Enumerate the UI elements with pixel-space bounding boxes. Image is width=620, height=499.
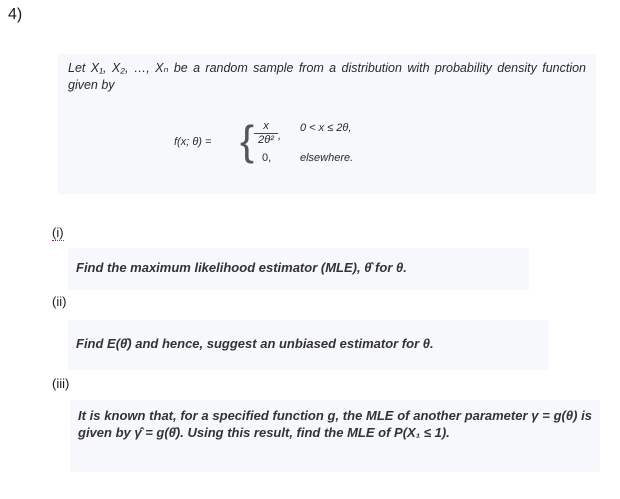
part-iii-text: It is known that, for a specified function g, the MLE of another parameter γ = g(θ) is given by γ̂ = g(θ̂). Using this result, find the MLE of P(X₁ ≤ 1). <box>78 408 592 440</box>
problem-statement-panel <box>58 54 596 194</box>
part-label-ii: (ii) <box>52 294 67 309</box>
part-i-text: Find the maximum likelihood estimator (MLE), θ̂ for θ. <box>76 260 407 275</box>
part-i-panel <box>68 248 529 290</box>
case1-fraction <box>254 120 278 147</box>
case1-suffix: , <box>278 130 282 142</box>
part-ii-text: Find E(θ̂) and hence, suggest an unbiased estimator for θ. <box>76 336 434 351</box>
question-number: 4) <box>8 6 23 23</box>
part-label-iii: (iii) <box>52 376 70 391</box>
case1-numerator: x <box>254 120 278 134</box>
case1-denominator: 2θ² <box>258 134 274 146</box>
case2-value: 0, <box>262 152 272 164</box>
case2-condition: elsewhere. <box>300 152 354 164</box>
part-iii-panel <box>70 400 600 472</box>
case1-condition: 0 < x ≤ 2θ, <box>300 122 352 134</box>
part-ii-panel <box>68 320 549 370</box>
problem-statement-text: Let X₁, X₂, …, Xₙ be a random sample from a distribution with probability density function given by <box>68 61 586 92</box>
piecewise-brace-icon: { <box>240 117 255 164</box>
formula-lhs: f(x; θ) = <box>174 136 212 148</box>
part-label-i: (i) <box>52 225 64 240</box>
